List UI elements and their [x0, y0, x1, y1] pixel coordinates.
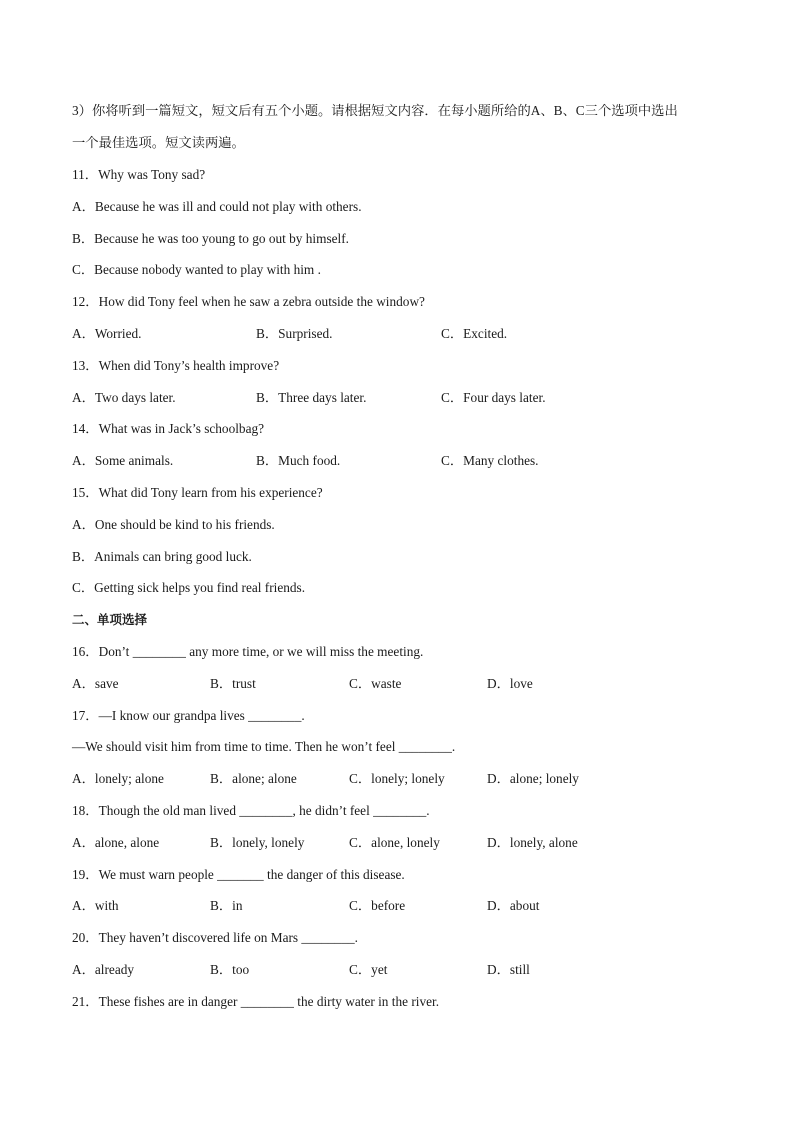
- question-11-option-c: C．Because nobody wanted to play with him .: [72, 262, 321, 277]
- question-11-stem: 11．Why was Tony sad?: [72, 167, 206, 182]
- question-16-option-a: A．save: [72, 676, 119, 691]
- question-17-option-b: B．alone; alone: [210, 771, 297, 786]
- question-19-option-c: C．before: [349, 898, 406, 913]
- question-12-option-b: B．Surprised.: [256, 326, 333, 341]
- question-16-option-c: C．waste: [349, 676, 402, 691]
- question-12-option-a: A．Worried.: [72, 326, 142, 341]
- question-21-stem: 21．These fishes are in danger ________ the dirty water in the river.: [72, 994, 440, 1009]
- question-14-option-a: A．Some animals.: [72, 453, 174, 468]
- question-13-option-b: B．Three days later.: [256, 390, 367, 405]
- question-15-option-a: A．One should be kind to his friends.: [72, 517, 275, 532]
- question-14-option-b: B．Much food.: [256, 453, 341, 468]
- question-20-option-d: D．still: [487, 962, 530, 977]
- listening-instructions-line2: 一个最佳选项。短文读两遍。: [72, 135, 245, 150]
- question-20-option-b: B．too: [210, 962, 250, 977]
- question-20-option-a: A．already: [72, 962, 135, 977]
- question-19-option-d: D．about: [487, 898, 540, 913]
- question-14-stem: 14．What was in Jack’s schoolbag?: [72, 421, 265, 436]
- question-16-option-d: D．love: [487, 676, 533, 691]
- question-17-stem-reply: —We should visit him from time to time. Then he won’t feel ________.: [72, 739, 456, 754]
- question-15-option-b: B．Animals can bring good luck.: [72, 549, 252, 564]
- question-18-option-a: A．alone, alone: [72, 835, 160, 850]
- question-12-option-c: C．Excited.: [441, 326, 508, 341]
- question-17-stem: 17．—I know our grandpa lives ________.: [72, 708, 305, 723]
- question-14-option-c: C．Many clothes.: [441, 453, 539, 468]
- question-20-stem: 20．They haven’t discovered life on Mars ________.: [72, 930, 358, 945]
- question-19-stem: 19．We must warn people _______ the danger of this disease.: [72, 867, 405, 882]
- question-11-option-b: B．Because he was too young to go out by himself.: [72, 231, 349, 246]
- question-13-stem: 13．When did Tony’s health improve?: [72, 358, 280, 373]
- question-17-option-c: C．lonely; lonely: [349, 771, 445, 786]
- question-17-option-a: A．lonely; alone: [72, 771, 164, 786]
- question-13-option-c: C．Four days later.: [441, 390, 546, 405]
- question-18-option-d: D．lonely, alone: [487, 835, 578, 850]
- question-19-option-a: A．with: [72, 898, 119, 913]
- question-13-option-a: A．Two days later.: [72, 390, 176, 405]
- question-12-stem: 12．How did Tony feel when he saw a zebra outside the window?: [72, 294, 425, 309]
- question-16-stem: 16．Don’t ________ any more time, or we will miss the meeting.: [72, 644, 424, 659]
- section-heading-multiple-choice: 二、单项选择: [72, 612, 148, 627]
- question-17-option-d: D．alone; lonely: [487, 771, 579, 786]
- question-20-option-c: C．yet: [349, 962, 388, 977]
- listening-instructions-line1: 3）你将听到一篇短文，短文后有五个小题。请根据短文内容．在每小题所给的A、B、C三个选项中选出: [72, 103, 678, 118]
- question-11-option-a: A．Because he was ill and could not play with others.: [72, 199, 362, 214]
- question-18-option-c: C．alone, lonely: [349, 835, 440, 850]
- question-18-option-b: B．lonely, lonely: [210, 835, 305, 850]
- question-19-option-b: B．in: [210, 898, 243, 913]
- question-15-stem: 15．What did Tony learn from his experience?: [72, 485, 323, 500]
- question-18-stem: 18．Though the old man lived ________, he didn’t feel ________.: [72, 803, 430, 818]
- question-16-option-b: B．trust: [210, 676, 256, 691]
- question-15-option-c: C．Getting sick helps you find real friends.: [72, 580, 306, 595]
